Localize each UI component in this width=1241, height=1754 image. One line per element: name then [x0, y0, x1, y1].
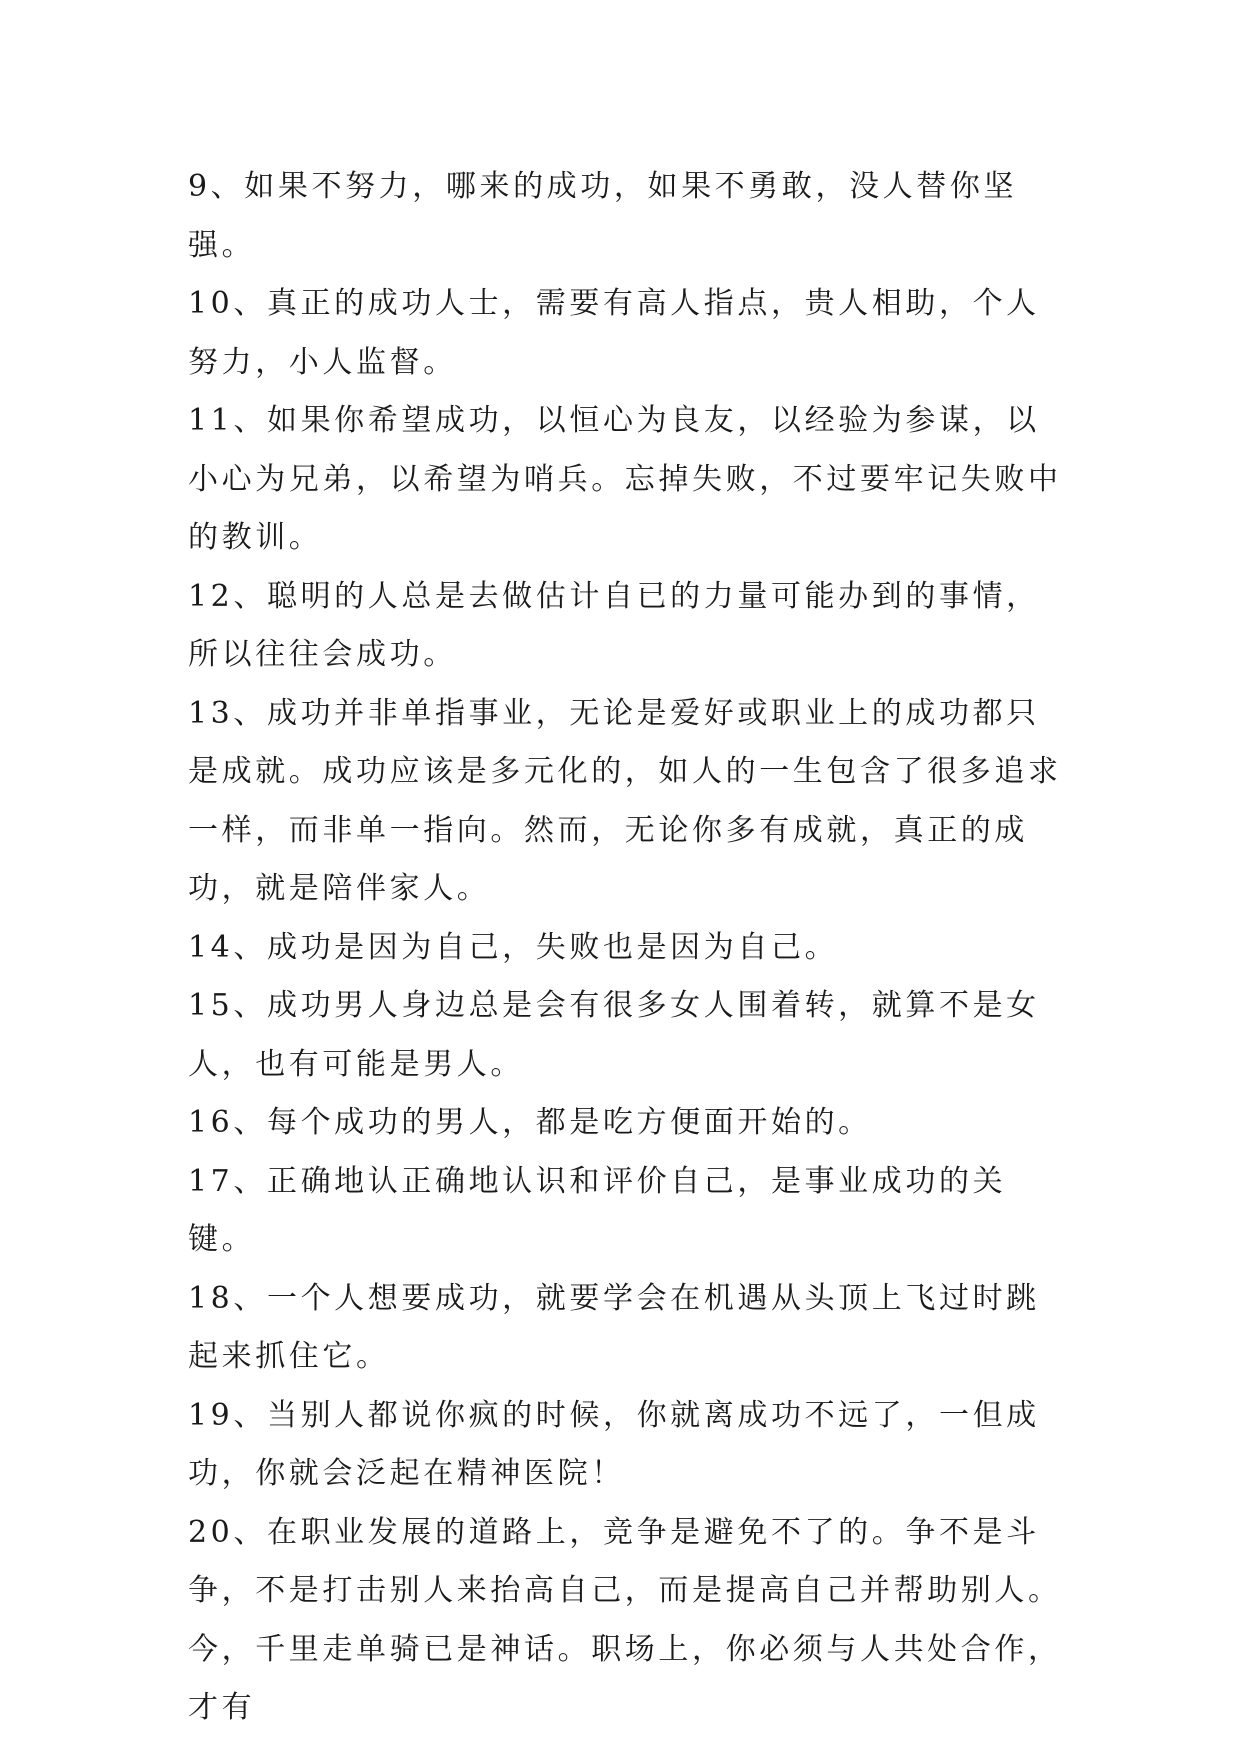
quote-14: 14、成功是因为自己，失败也是因为自己。 — [188, 929, 839, 965]
quote-15: 15、成功男人身边总是会有很多女人围着转，就算不是女人，也有可能是男人。 — [188, 988, 1040, 1082]
quote-20: 20、在职业发展的道路上，竞争是避免不了的。争不是斗争，不是打击别人来抬高自己，而是提高自己并帮助别人。今，千里走单骑已是神话。职场上，你必须与人共处合作，才有 — [188, 1514, 1062, 1725]
quote-18: 18、一个人想要成功，就要学会在机遇从头顶上飞过时跳起来抓住它。 — [188, 1280, 1040, 1374]
quote-9: 9、如果不努力，哪来的成功，如果不勇敢，没人替你坚强。 — [188, 169, 1018, 263]
quote-11: 11、如果你希望成功，以恒心为良友，以经验为参谋，以小心为兄弟，以希望为哨兵。忘掉失败，不过要牢记失败中的教训。 — [188, 403, 1062, 555]
quote-16: 16、每个成功的男人，都是吃方便面开始的。 — [188, 1105, 872, 1140]
quote-13: 13、成功并非单指事业，无论是爱好或职业上的成功都只是成就。成功应该是多元化的，如人的一生包含了很多追求一样，而非单一指向。然而，无论你多有成就，真正的成功，就是陪伴家人。 — [188, 695, 1062, 906]
document-body — [188, 158, 1068, 1738]
quote-17: 17、正确地认正确地认识和评价自己，是事业成功的关键。 — [188, 1163, 1007, 1257]
quote-10: 10、真正的成功人士，需要有高人指点，贵人相助，个人努力，小人监督。 — [188, 286, 1040, 380]
quote-12: 12、聪明的人总是去做估计自已的力量可能办到的事情，所以往往会成功。 — [188, 578, 1040, 672]
quote-19: 19、当别人都说你疯的时候，你就离成功不远了，一但成功，你就会泛起在精神医院！ — [188, 1397, 1040, 1491]
